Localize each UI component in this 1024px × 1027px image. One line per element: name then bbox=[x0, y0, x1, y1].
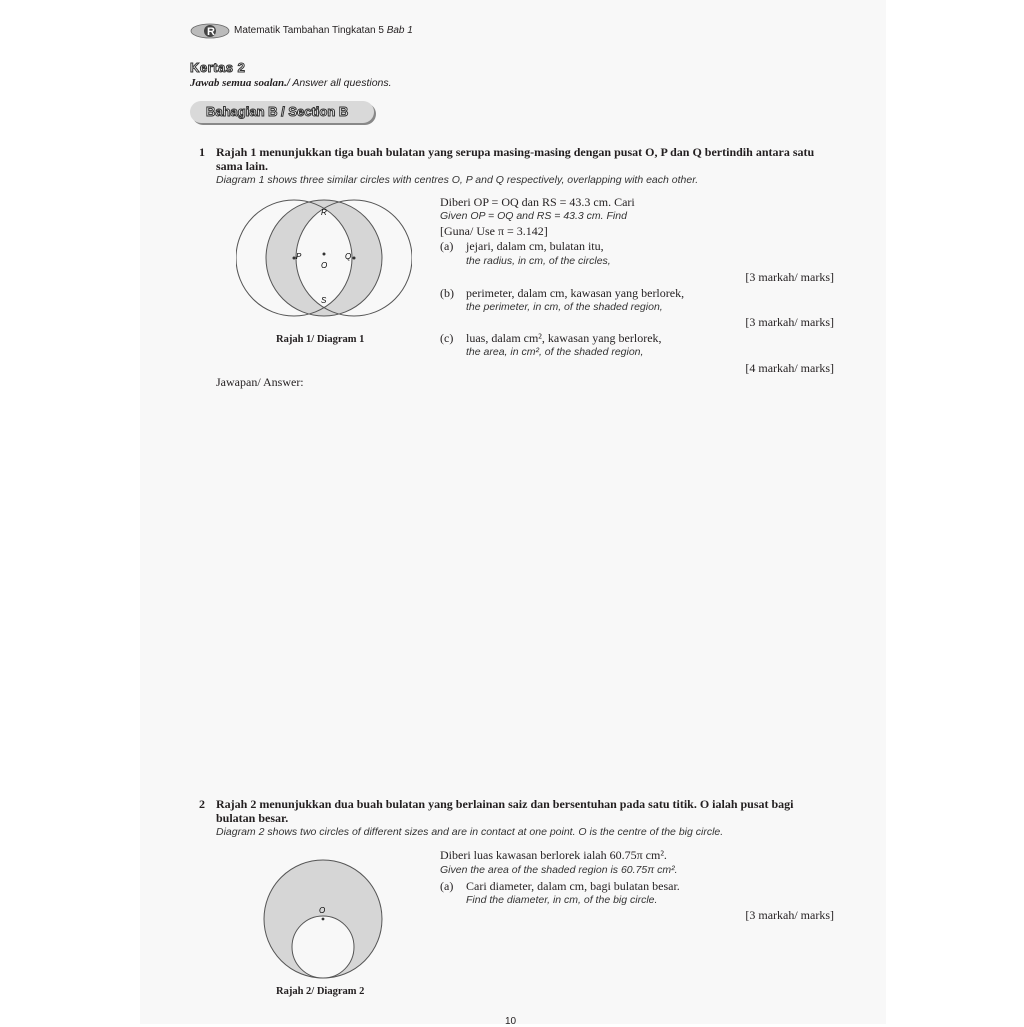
q1-given-en: Given OP = OQ and RS = 43.3 cm. Find bbox=[440, 210, 627, 222]
q1b-marks: [3 markah/ marks] bbox=[745, 315, 834, 329]
q2a-en: Find the diameter, in cm, of the big circle. bbox=[466, 894, 658, 906]
q2a-marks: [3 markah/ marks] bbox=[745, 908, 834, 922]
label-p: P bbox=[296, 252, 302, 261]
diagram-2-caption: Rajah 2/ Diagram 2 bbox=[276, 986, 365, 997]
header-chapter: Bab 1 bbox=[386, 25, 413, 36]
q1c-ms: luas, dalam cm², kawasan yang berlorek, bbox=[466, 331, 662, 345]
q2-text-ms-line1: Rajah 2 menunjukkan dua buah bulatan yang berlainan saiz dan bersentuhan pada satu titik. O ialah pusat bagi bbox=[216, 797, 794, 811]
diagram-2 bbox=[262, 858, 384, 980]
section-label: Bahagian B / Section B bbox=[206, 104, 349, 119]
q2-given-ms: Diberi luas kawasan berlorek ialah 60.75π cm². bbox=[440, 848, 667, 862]
point-q bbox=[353, 257, 356, 260]
publisher-logo bbox=[190, 23, 230, 39]
q1-text-ms-line1: Rajah 1 menunjukkan tiga buah bulatan yang serupa masing-masing dengan pusat O, P dan Q bertindih antara satu bbox=[216, 145, 815, 159]
label-o-2: O bbox=[319, 906, 326, 915]
q1-answer-label: Jawapan/ Answer: bbox=[216, 375, 304, 389]
label-s: S bbox=[321, 296, 327, 305]
q1a-ms: jejari, dalam cm, bulatan itu, bbox=[466, 239, 604, 253]
q2-text-en: Diagram 2 shows two circles of different sizes and are in contact at one point. O is the centre of the big circle. bbox=[216, 826, 724, 838]
q1a-en: the radius, in cm, of the circles, bbox=[466, 255, 611, 267]
instruction-en: / Answer all questions. bbox=[286, 77, 392, 89]
q1b-label: (b) bbox=[440, 286, 454, 300]
q1-number: 1 bbox=[199, 145, 205, 159]
section-banner bbox=[190, 101, 374, 123]
q1c-label: (c) bbox=[440, 331, 454, 345]
label-r: R bbox=[321, 208, 327, 217]
q1-text-ms-line2: sama lain. bbox=[216, 159, 269, 173]
q1-given-ms: Diberi OP = OQ dan RS = 43.3 cm. Cari bbox=[440, 195, 635, 209]
q1a-marks: [3 markah/ marks] bbox=[745, 270, 834, 284]
q2-text-ms-line2: bulatan besar. bbox=[216, 811, 289, 825]
q1c-marks: [4 markah/ marks] bbox=[745, 361, 834, 375]
q1-text-en: Diagram 1 shows three similar circles with centres O, P and Q respectively, overlapping with each other. bbox=[216, 174, 699, 186]
q2a-ms: Cari diameter, dalam cm, bagi bulatan besar. bbox=[466, 879, 680, 893]
label-q: Q bbox=[345, 252, 352, 261]
point-o bbox=[323, 253, 326, 256]
instruction-ms: Jawab semua soalan. bbox=[190, 77, 287, 89]
diagram-1 bbox=[236, 195, 412, 325]
point-o-2 bbox=[322, 918, 325, 921]
q1-use-pi: [Guna/ Use π = 3.142] bbox=[440, 224, 548, 238]
label-o: O bbox=[321, 261, 328, 270]
q2-given-en: Given the area of the shaded region is 60.75π cm². bbox=[440, 864, 678, 876]
header-title: Matematik Tambahan Tingkatan 5 bbox=[234, 25, 384, 36]
q1b-en: the perimeter, in cm, of the shaded region, bbox=[466, 301, 663, 313]
instruction bbox=[190, 77, 392, 89]
paper-title: Kertas 2 bbox=[190, 60, 246, 75]
diagram-1-caption: Rajah 1/ Diagram 1 bbox=[276, 334, 365, 345]
q1a-label: (a) bbox=[440, 239, 454, 253]
running-header bbox=[234, 25, 413, 36]
q2-number: 2 bbox=[199, 797, 205, 811]
small-circle bbox=[292, 916, 354, 978]
q1c-en: the area, in cm², of the shaded region, bbox=[466, 346, 644, 358]
q1b-ms: perimeter, dalam cm, kawasan yang berlorek, bbox=[466, 286, 685, 300]
page-number: 10 bbox=[505, 1016, 517, 1027]
logo-letter: R bbox=[207, 26, 215, 38]
q2a-label: (a) bbox=[440, 879, 454, 893]
